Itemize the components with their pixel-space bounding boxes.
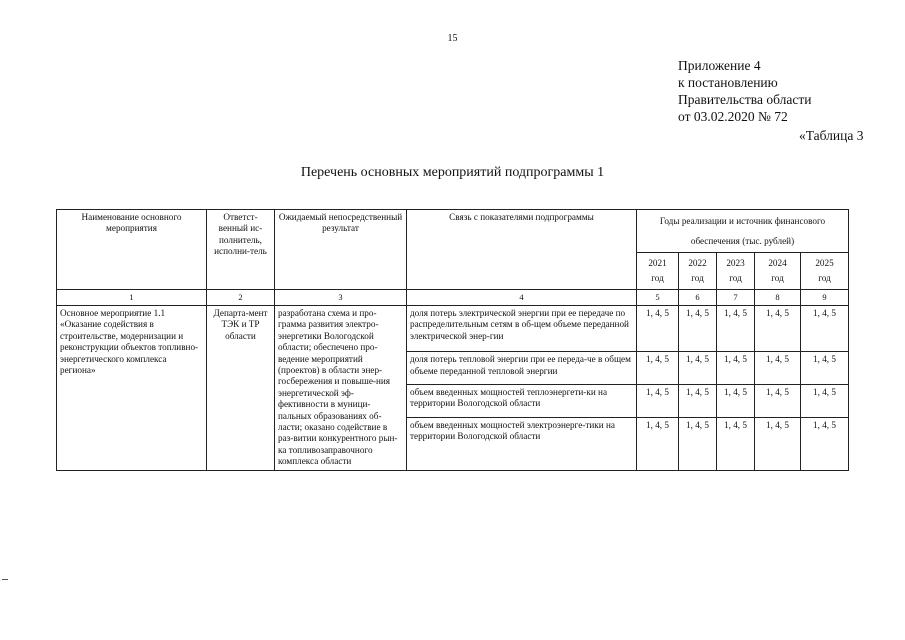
value-cell: 1, 4, 5 [801,306,849,352]
column-number: 6 [679,290,717,306]
column-number: 9 [801,290,849,306]
appendix-line: от 03.02.2020 № 72 [678,109,788,124]
header-year: 2023 год [717,253,755,290]
value-cell: 1, 4, 5 [637,306,679,352]
column-number: 4 [407,290,637,306]
value-cell: 1, 4, 5 [717,306,755,352]
value-cell: 1, 4, 5 [637,417,679,470]
indicator-cell: объем введенных мощностей теплоэнергети-ки на территории Вологодской области [407,384,637,417]
value-cell: 1, 4, 5 [637,384,679,417]
value-cell: 1, 4, 5 [679,417,717,470]
column-number-row [57,290,849,306]
header-year: 2025 год [801,253,849,290]
activities-table [56,209,849,471]
header-year: 2024 год [755,253,801,290]
value-cell: 1, 4, 5 [801,384,849,417]
column-number: 5 [637,290,679,306]
value-cell: 1, 4, 5 [755,352,801,385]
header-name: Наименование основного мероприятия [57,210,207,290]
header-year: 2022 год [679,253,717,290]
margin-mark [2,579,8,580]
header-responsible: Ответст-венный ис-полнитель, исполни-тель [207,210,275,290]
value-cell: 1, 4, 5 [679,306,717,352]
header-years-group: Годы реализации и источник финансового обеспечения (тыс. рублей) [637,210,849,253]
activity-name: Основное мероприятие 1.1 «Оказание содействия в строительстве, модернизации и реконструкции объектов топливно-энергетического комплекса региона» [57,306,207,471]
value-cell: 1, 4, 5 [637,352,679,385]
column-number: 8 [755,290,801,306]
header-year: 2021 год [637,253,679,290]
value-cell: 1, 4, 5 [717,352,755,385]
value-cell: 1, 4, 5 [755,417,801,470]
value-cell: 1, 4, 5 [717,417,755,470]
header-indicator-relation: Связь с показателями подпрограммы [407,210,637,290]
column-number: 7 [717,290,755,306]
appendix-line: к постановлению [678,75,778,90]
appendix-line: Правительства области [678,92,812,107]
column-number: 2 [207,290,275,306]
appendix-line: Приложение 4 [678,58,761,73]
value-cell: 1, 4, 5 [717,384,755,417]
header-row [57,210,849,253]
header-expected-result: Ожидаемый непосредственный результат [275,210,407,290]
value-cell: 1, 4, 5 [801,417,849,470]
value-cell: 1, 4, 5 [755,306,801,352]
appendix-block [678,57,811,125]
column-number: 3 [275,290,407,306]
indicator-cell: доля потерь тепловой энергии при ее переда-че в общем объеме переданной тепловой энергии [407,352,637,385]
value-cell: 1, 4, 5 [679,384,717,417]
document-title: Перечень основных мероприятий подпрограммы 1 [300,165,605,180]
table-row [57,306,849,352]
column-number: 1 [57,290,207,306]
activity-expected-result: разработана схема и про-грамма развития электро-энергетики Вологодской области; обеспечено про-ведение мероприятий (проектов) в области энер-госбережения и повыше-ния энергетической эф-фективности в муници-пальных образованиях об-ласти; оказано содействие в раз-витии конкурентного рын-ка топливозаправочного комплекса области [275,306,407,471]
indicator-cell: доля потерь электрической энергии при ее передаче по распределительным сетям в об-щем объеме переданной электрической энер-гии [407,306,637,352]
value-cell: 1, 4, 5 [755,384,801,417]
indicator-cell: объем введенных мощностей электроэнерге-тики на территории Вологодской области [407,417,637,470]
activity-responsible: Департа-мент ТЭК и ТР области [207,306,275,471]
value-cell: 1, 4, 5 [801,352,849,385]
page-number: 15 [447,33,458,44]
value-cell: 1, 4, 5 [679,352,717,385]
table-reference: «Таблица 3 [799,128,864,143]
